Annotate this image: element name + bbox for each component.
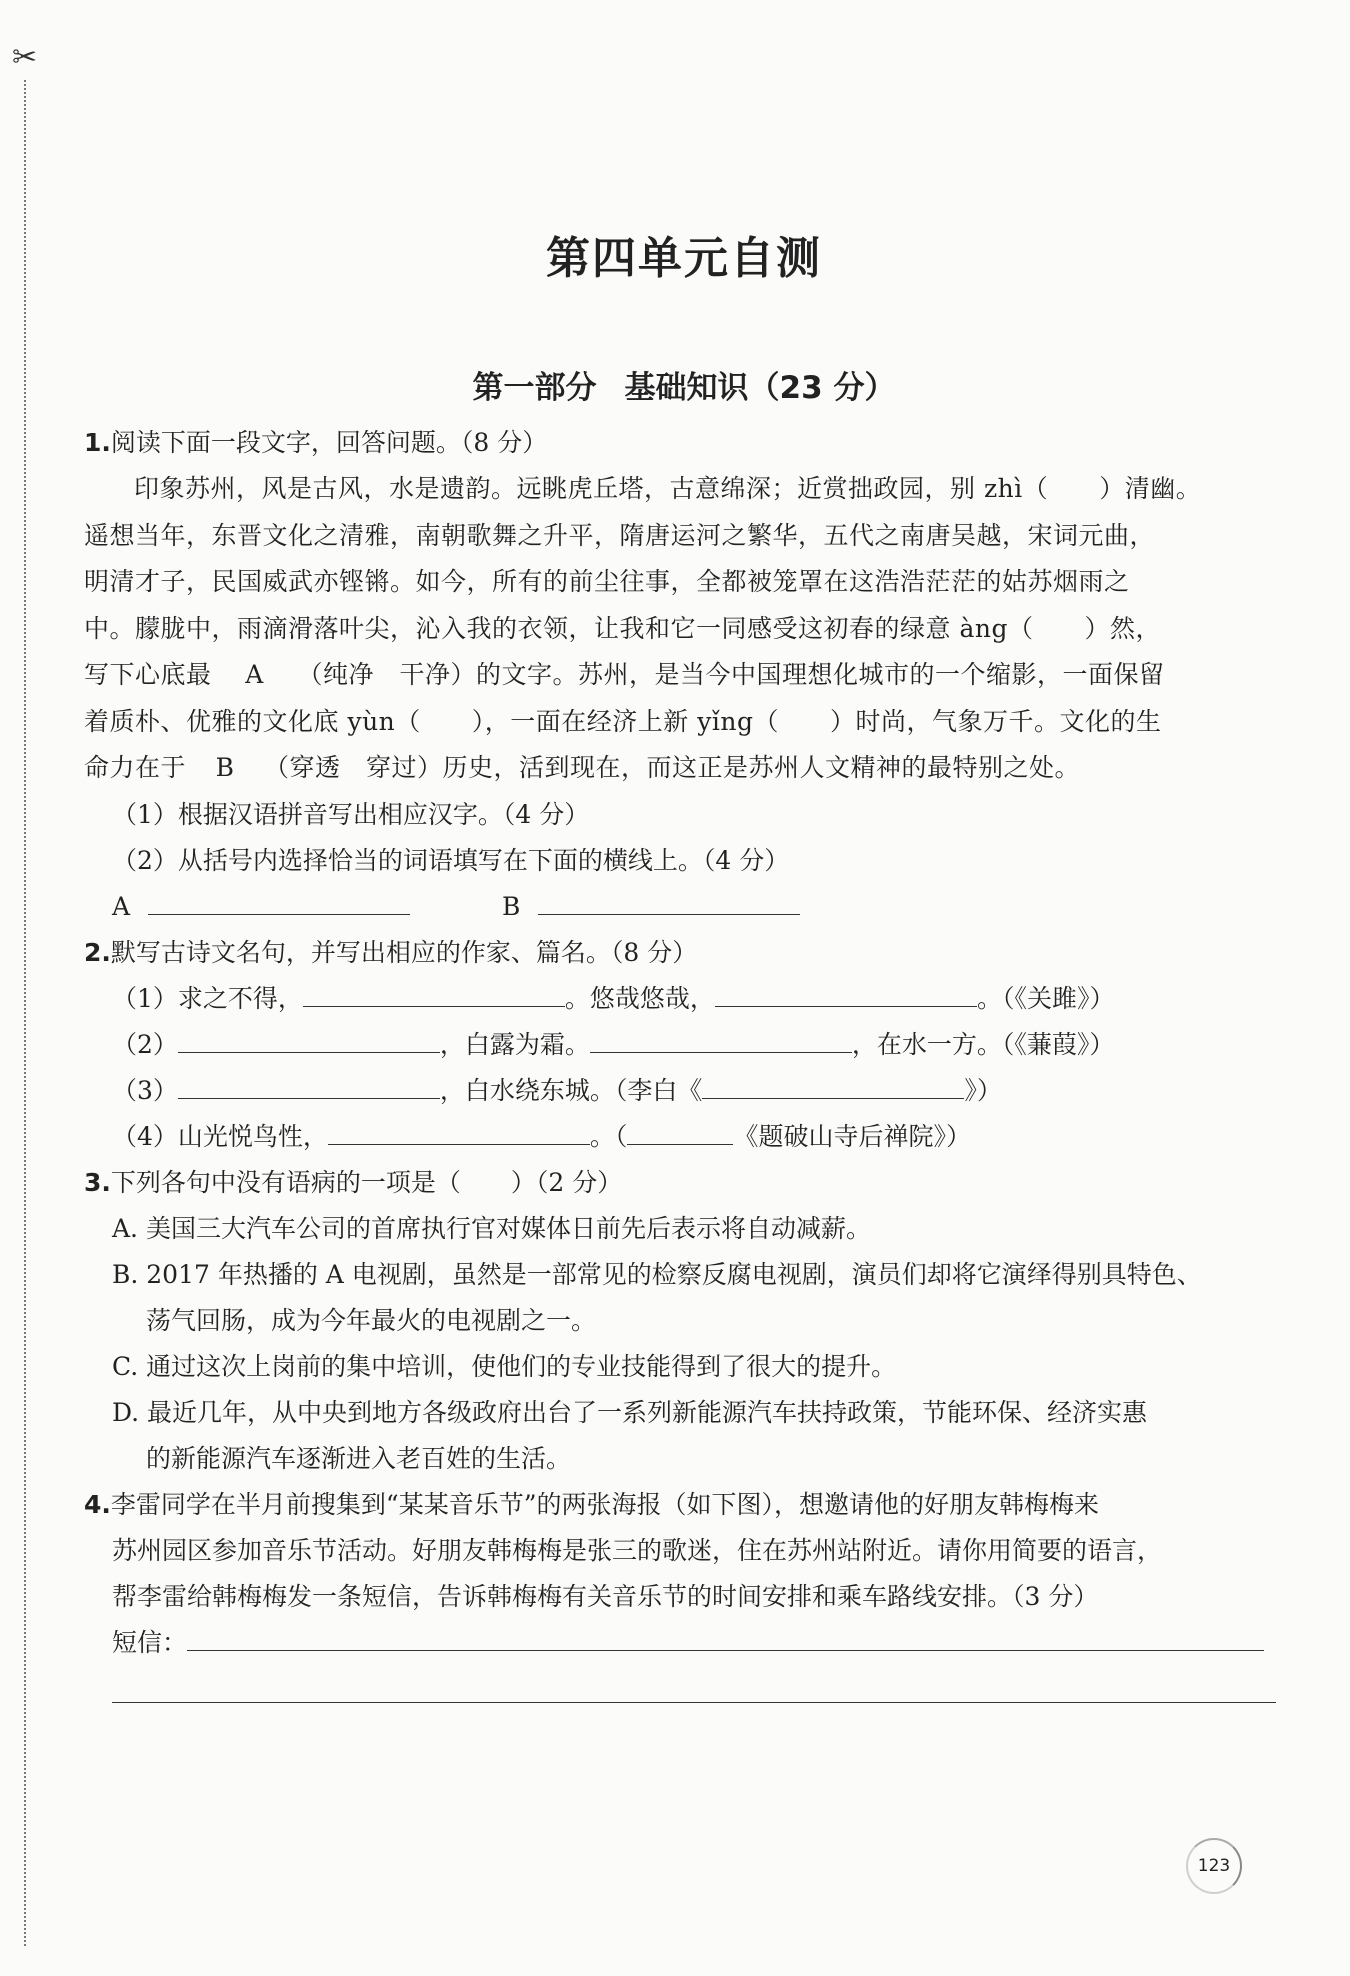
poem-blank[interactable] (303, 980, 565, 1007)
question-2 (84, 930, 1264, 1160)
sms-answer-row: 短信： (84, 1620, 1264, 1666)
poem-line-3: （3） ，白水绕东城。（李白《 》） (84, 1068, 1264, 1114)
question-3 (84, 1160, 1264, 1482)
option-d-continued: 的新能源汽车逐渐进入老百姓的生活。 (146, 1443, 572, 1473)
passage-line: 命力在于 B （穿透 穿过）历史，活到现在，而这正是苏州人文精神的最特别之处。 (84, 745, 1264, 792)
option-a[interactable]: A. 美国三大汽车公司的首席执行官对媒体日前先后表示将自动减薪。 (112, 1213, 871, 1243)
question-stem: 1.阅读下面一段文字，回答问题。（8 分） (84, 428, 548, 457)
question-stem: 2.默写古诗文名句，并写出相应的作家、篇名。（8 分） (84, 937, 698, 967)
option-b-continued: 荡气回肠，成为今年最火的电视剧之一。 (146, 1305, 597, 1335)
question-1 (84, 420, 1264, 930)
passage-line: 明清才子，民国威武亦铿锵。如今，所有的前尘往事，全都被笼罩在这浩浩茫茫的姑苏烟雨之 (84, 567, 1130, 596)
passage-line: 写下心底最 A （纯净 干净）的文字。苏州，是当今中国理想化城市的一个缩影，一面保留 (84, 652, 1264, 699)
sub-question-2: （2）从括号内选择恰当的词语填写在下面的横线上。（4 分） (112, 845, 790, 875)
answer-row-ab: A B (84, 884, 1264, 930)
question-4 (84, 1482, 1264, 1703)
reading-passage (84, 466, 1264, 792)
option-d[interactable]: D. 最近几年，从中央到地方各级政府出台了一系列新能源汽车扶持政策，节能环保、经济实惠 (112, 1397, 1148, 1427)
poem-blank[interactable] (178, 1026, 440, 1053)
sms-answer-line-2[interactable] (112, 1672, 1276, 1703)
question-text: 苏州园区参加音乐节活动。好朋友韩梅梅是张三的歌迷，住在苏州站附近。请你用简要的语言， (112, 1535, 1163, 1565)
cut-line (24, 80, 26, 1946)
poem-line-4: （4）山光悦鸟性， 。（ 《题破山寺后禅院》） (84, 1114, 1264, 1160)
answer-b-field[interactable] (538, 888, 800, 915)
answer-a-field[interactable] (148, 888, 410, 915)
poem-title-blank[interactable] (702, 1072, 964, 1099)
passage-line: 中。朦胧中，雨滴滑落叶尖，沁入我的衣领，让我和它一同感受这初春的绿意 àng（ ）然， (84, 613, 1161, 643)
poem-line-1: （1）求之不得， 。悠哉悠哉， 。（《关雎》） (84, 976, 1264, 1022)
questions (84, 420, 1264, 1703)
sub-question-1: （1）根据汉语拼音写出相应汉字。（4 分） (112, 799, 590, 829)
passage-line: 遥想当年，东晋文化之清雅，南朝歌舞之升平，隋唐运河之繁华，五代之南唐吴越，宋词元曲， (84, 520, 1156, 550)
question-text: 帮李雷给韩梅梅发一条短信，告诉韩梅梅有关音乐节的时间安排和乘车路线安排。（3 分） (112, 1581, 1099, 1611)
poem-blank[interactable] (328, 1118, 590, 1145)
question-stem: 3.下列各句中没有语病的一项是（ ）（2 分） (84, 1167, 623, 1197)
sms-answer-field[interactable] (187, 1624, 1264, 1651)
blank-b[interactable]: B (186, 745, 264, 792)
scissors-icon: ✂ (12, 40, 38, 75)
poem-blank[interactable] (715, 980, 977, 1007)
part-heading: 第一部分 基础知识（23 分） (472, 370, 896, 406)
passage-line: 印象苏州，风是古风，水是遗韵。远眺虎丘塔，古意绵深；近赏拙政园，别 zhì（ ）清幽。 (134, 474, 1202, 503)
poem-blank[interactable] (178, 1072, 440, 1099)
blank-a[interactable]: A (212, 652, 298, 699)
page-number: 123 (1186, 1838, 1242, 1894)
option-c[interactable]: C. 通过这次上岗前的集中培训，使他们的专业技能得到了很大的提升。 (112, 1351, 897, 1381)
passage-line: 着质朴、优雅的文化底 yùn（ ），一面在经济上新 yǐng（ ）时尚，气象万千。文化的生 (84, 706, 1162, 736)
poem-blank[interactable] (590, 1026, 852, 1053)
page-title: 第四单元自测 (546, 233, 822, 284)
poem-author-blank[interactable] (627, 1118, 733, 1145)
option-b[interactable]: B. 2017 年热播的 A 电视剧，虽然是一部常见的检察反腐电视剧，演员们却将它演绎得别具特色、 (112, 1259, 1202, 1289)
question-stem: 4.李雷同学在半月前搜集到“某某音乐节”的两张海报（如下图），想邀请他的好朋友韩梅梅来 (84, 1489, 1099, 1519)
poem-line-2: （2） ，白露为霜。 ，在水一方。（《蒹葭》） (84, 1022, 1264, 1068)
